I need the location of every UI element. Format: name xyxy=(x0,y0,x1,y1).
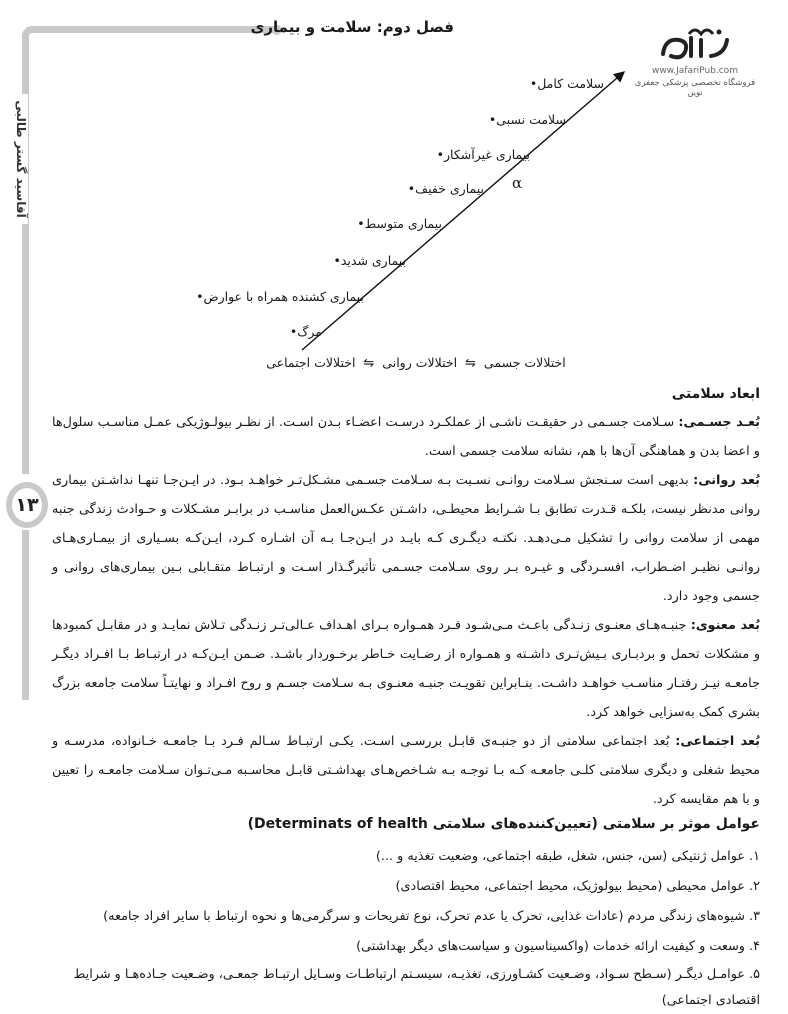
diagonal-arrow xyxy=(0,0,788,380)
flow-social: اختلالات اجتماعی xyxy=(266,355,356,370)
bidirectional-arrow-icon: ⇋ xyxy=(465,356,476,371)
list-item: ۱. عوامل ژنتیکی (سن، جنس، شغل، طبقه اجتماعی، وضعیت تغذیه و ...) xyxy=(375,849,760,864)
health-determinants-section xyxy=(52,816,760,1014)
level-severe-disease: بیماری شدید• xyxy=(333,253,406,268)
paragraph-text: بدیهی است سـنجش سـلامت روانـی نسـبت بـه سـلامت جسـمی مشـکل‌تـر خواهـد بـود. در ایـن‌جـا تنهـا نداشـتن بیماری روانی مدنظر نیست، بلکـه قـدرت تطابق بـا شـرایط محیطـی، داشـتن عکـس‌العمل مناسـب در برابـر مشـکلات و حـوادث زندگی جنبه مهمی از سلامت روانی را تشکیل مـی‌دهـد. نکتـه دیگـری کـه بایـد در ایـن‌جـا بـه آن اشـاره کـرد، ایـن‌کـه بسـیاری از بیمـاری‌هـای روانـی نظیـر اضـطراب، افسـردگی و غیـره بـر روی سـلامت جسـمی تأثیرگـذار اسـت و ارتبـاط متقـابلی بـین بیماری‌های روانی و جسمی وجود دارد. xyxy=(52,473,760,604)
paragraph-text: بُعد اجتماعی سلامتی از دو جنبـه‌ی قابـل بررسـی اسـت. یکـی ارتبـاط سـالم فـرد بـا جامعـه خـانواده، مدرسـه و محیط شغلی و دیگری سلامتی کلـی جامعـه کـه بـا توجـه بـه شـاخص‌هـای بهداشـتی قابـل محاسـبه مـی‌تـوان سـلامت جامعـه را تعیین و با هم مقایسه کرد. xyxy=(52,734,760,807)
level-moderate-disease: بیماری متوسط• xyxy=(357,216,442,231)
paragraph-lead: بُعد معنوی: xyxy=(690,618,760,633)
paragraph-lead: بُعد روانی: xyxy=(693,473,760,488)
chapter-title: فصل دوم: سلامت و بیماری xyxy=(250,18,454,36)
level-hidden-disease: بیماری غیرآشکار• xyxy=(436,147,530,162)
level-fatal-disease: بیماری کشنده همراه با عوارض• xyxy=(196,289,364,304)
disorder-flow xyxy=(256,355,576,371)
section-title: ابعاد سلامتی xyxy=(671,386,760,402)
determinants-list xyxy=(52,842,760,1014)
level-relative-health: سلامت نسبی• xyxy=(488,112,566,127)
logo-url: www.JafariPub.com xyxy=(652,66,738,76)
level-complete-health: سلامت کامل• xyxy=(529,76,604,91)
paragraph-text: جنبـه‌هـای معنـوی زنـدگی باعـث مـی‌شـود فـرد همـواره بـرای اهـداف عـالی‌تـر زنـدگی تـلاش نمایـد و در مقابـل کمبودها و مشکلات تحمل و بردبـاری بـیش‌تـری داشـته و همـواره از رضـایت خـاطر برخـوردار باشـد. ضـمن ایـن‌کـه در ارتبـاط بـا افـراد دیگـر جامعـه نیـز رفتـار مناسـب خواهـد داشـت. بنـابراین تقویـت جنبـه معنـوی بـه سـلامت جسـم و روح افـراد و نهایتـاً سلامت جامعه بزرگ بشری کمک به‌سزایی خواهد کرد. xyxy=(52,618,760,720)
level-death: مرگ• xyxy=(289,324,322,339)
level-text: سلامت نسبی xyxy=(496,112,566,127)
paragraph-lead: بُعـد جسـمی: xyxy=(678,415,760,430)
level-mild-disease: بیماری خفیف• xyxy=(407,181,484,196)
side-author-label: آقاسید گستر طالبی xyxy=(10,94,28,224)
alpha-symbol: α xyxy=(512,174,523,192)
section-title: عوامل موثر بر سلامتی (تعیین‌کننده‌های سلامتی Determinats of health) xyxy=(247,816,760,832)
paragraph-physical xyxy=(52,408,760,466)
level-text: بیماری خفیف xyxy=(415,181,484,196)
health-continuum-diagram xyxy=(0,0,788,380)
paragraph-text: سـلامت جسـمی در حقیقـت ناشـی از عملکـرد درسـت اعضـاء بـدن اسـت. از نظـر بیولـوژیکی عمـل مناسـب سلول‌ها و اعضا بدن و هماهنگی آن‌ها با هم، نشانه سلامت جسمی است. xyxy=(52,415,760,459)
side-frame-line-lower xyxy=(22,530,29,700)
level-text: بیماری شدید xyxy=(340,253,406,268)
page-number-badge xyxy=(6,482,48,528)
level-text: مرگ xyxy=(297,324,322,339)
flow-mental: اختلالات روانی xyxy=(382,355,458,370)
paragraph-spiritual xyxy=(52,611,760,727)
list-item: ۵. عوامـل دیگـر (سـطح سـواد، وضـعیت کشـاورزی، تغذیـه، سیسـتم ارتباطـات وسـایل ارتبـاط جمعـی، وضـعیت جـاده‌هـا و شرایط اقتصادی اجتماعی) xyxy=(73,967,760,1008)
level-text: بیماری غیرآشکار xyxy=(444,147,530,162)
bidirectional-arrow-icon: ⇋ xyxy=(363,356,375,371)
paragraph-social xyxy=(52,727,760,814)
logo-subtitle: فروشگاه تخصصی پزشکی جعفری نوین xyxy=(634,78,756,98)
flow-physical: اختلالات جسمی xyxy=(483,355,566,370)
page-number: ۱۳ xyxy=(15,494,39,516)
list-item: ۴. وسعت و کیفیت ارائه خدمات (واکسیناسیون و سیاست‌های دیگر بهداشتی) xyxy=(356,939,760,954)
level-text: بیماری متوسط xyxy=(364,216,442,231)
list-item: ۲. عوامل محیطی (محیط بیولوژیک، محیط اجتماعی، محیط اقتصادی) xyxy=(395,879,760,894)
paragraph-mental xyxy=(52,466,760,611)
paragraph-lead: بُعد اجتماعی: xyxy=(675,734,760,749)
level-text: سلامت کامل xyxy=(537,76,604,91)
list-item: ۳. شیوه‌های زندگی مردم (عادات غذایی، تحرک یا عدم تحرک، نوع تفریحات و سرگرمی‌ها و نحوه ارتباط با سایر افراد جامعه) xyxy=(103,909,760,924)
health-dimensions-section xyxy=(52,386,760,814)
level-text: بیماری کشنده همراه با عوارض xyxy=(203,289,364,304)
